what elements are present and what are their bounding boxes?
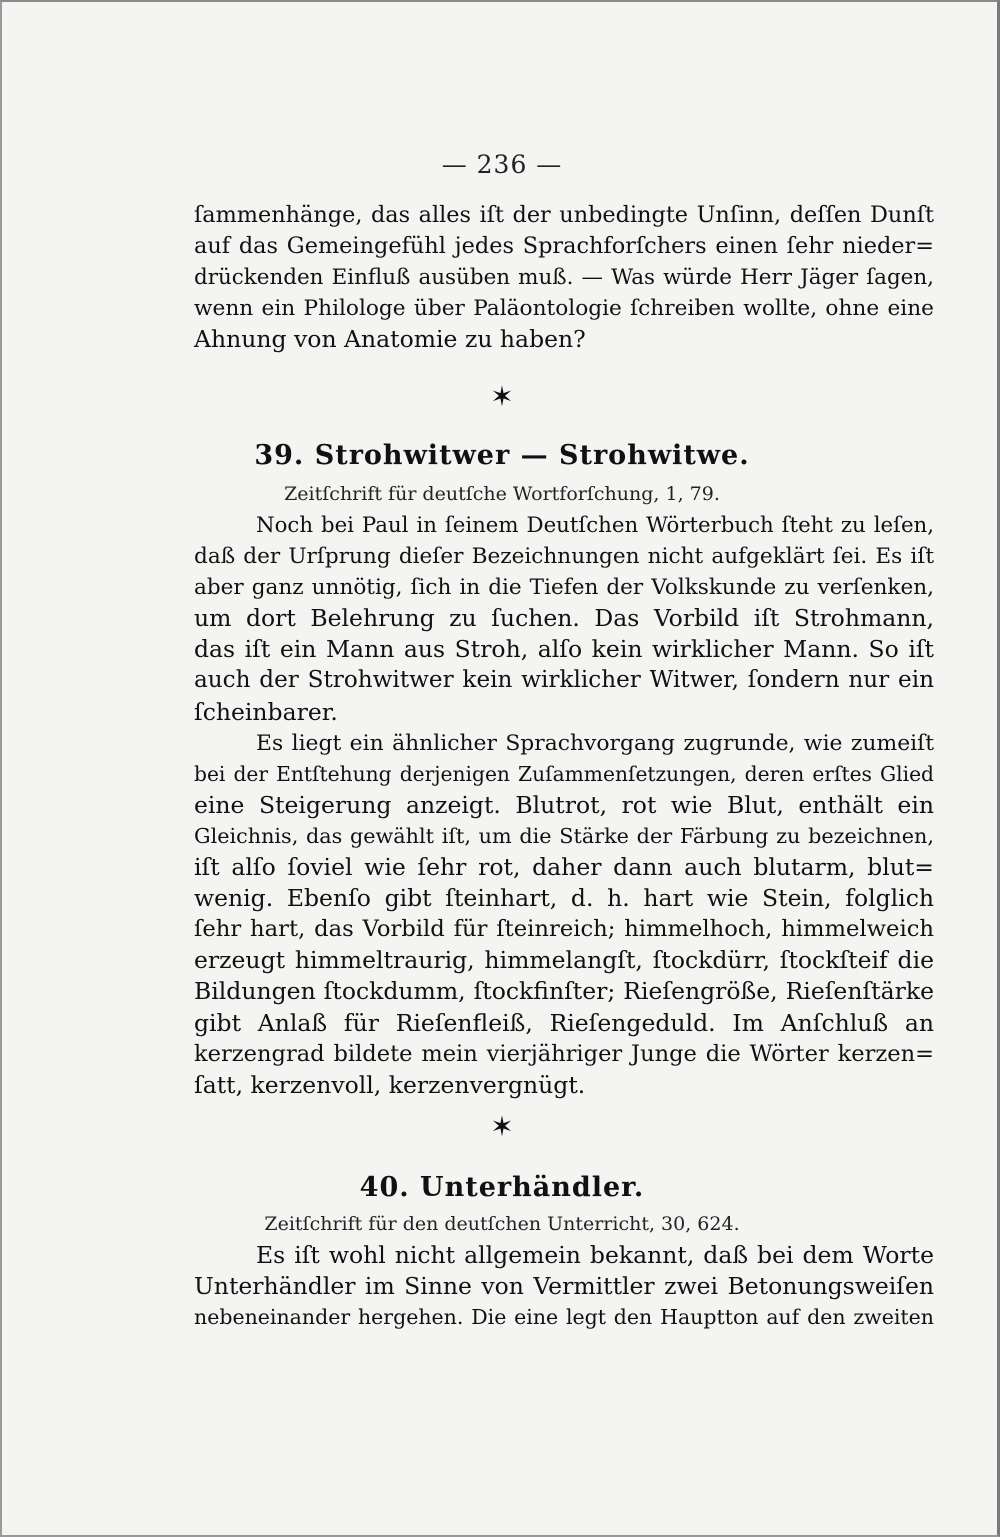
text-line: auf das Gemeingefühl jedes Sprachforſchers einen ſehr nieder=: [194, 233, 934, 260]
text-line: kerzengrad bildete mein vierjähriger Junge die Wörter kerzen=: [194, 1040, 934, 1067]
text-line: aber ganz unnötig, ſich in die Tiefen der Volkskunde zu verſenken,: [194, 575, 934, 601]
text-line: Gleichnis, das gewählt iſt, um die Stärke der Färbung zu bezeichnen,: [194, 823, 934, 848]
text-line: Ahnung von Anatomie zu haben?: [194, 325, 586, 354]
text-line: Noch bei Paul in ſeinem Deutſchen Wörterbuch ſteht zu leſen,: [256, 513, 934, 538]
text-line: wenn ein Philologe über Paläontologie ſchreiben wollte, ohne eine: [194, 296, 934, 322]
section-separator-star: ✶: [490, 380, 514, 413]
text-line: Unterhändler im Sinne von Vermittler zwei Betonungsweiſen: [194, 1272, 934, 1301]
text-line: ſehr hart, das Vorbild für ſteinreich; himmelhoch, himmelweich: [194, 916, 934, 943]
paragraph: [194, 1240, 934, 1333]
section-separator-star: ✶: [490, 1110, 514, 1143]
section-source-40: Zeitſchrift für den deutſchen Unterricht, 30, 624.: [264, 1213, 740, 1235]
text-line: ſammenhänge, das alles iſt der unbedingte Unſinn, deſſen Dunſt: [194, 202, 934, 228]
section-heading-39: 39. Strohwitwer — Strohwitwe.: [254, 440, 750, 471]
text-line: das iſt ein Mann aus Stroh, alſo kein wirklicher Mann. So iſt: [194, 635, 934, 664]
text-line: wenig. Ebenſo gibt ſteinhart, d. h. hart wie Stein, folglich: [194, 884, 934, 913]
text-line: daß der Urſprung dieſer Bezeichnungen nicht aufgeklärt ſei. Es iſt: [194, 544, 934, 570]
text-line: iſt alſo ſoviel wie ſehr rot, daher dann auch blutarm, blut=: [194, 853, 934, 882]
page-number: — 236 —: [441, 150, 563, 179]
text-line: auch der Strohwitwer kein wirklicher Witwer, ſondern nur ein: [194, 667, 934, 694]
text-line: Es iſt wohl nicht allgemein bekannt, daß bei dem Worte: [256, 1241, 934, 1269]
text-line: drückenden Einfluß ausüben muß. — Was würde Herr Jäger ſagen,: [194, 265, 934, 291]
section-source-39: Zeitſchrift für deutſche Wortforſchung, 1, 79.: [284, 483, 720, 505]
paragraph: [194, 510, 934, 728]
text-line: Bildungen ſtockdumm, ſtockfinſter; Rieſengröße, Rieſenſtärke: [194, 977, 934, 1006]
text-line: erzeugt himmeltraurig, himmelangſt, ſtockdürr, ſtockſteif die: [194, 946, 934, 975]
text-line: nebeneinander hergehen. Die eine legt den Hauptton auf den zweiten: [194, 1305, 934, 1330]
text-line: ſcheinbarer.: [194, 697, 338, 726]
text-line: gibt Anlaß für Rieſenfleiß, Rieſengeduld. Im Anſchluß an: [194, 1008, 934, 1037]
intro-paragraph: [194, 200, 934, 355]
section-39-body: [194, 510, 934, 1101]
text-line: Es liegt ein ähnlicher Sprachvorgang zugrunde, wie zumeiſt: [256, 730, 934, 756]
text-line: eine Steigerung anzeigt. Blutrot, rot wie Blut, enthält ein: [194, 790, 934, 819]
text-line: um dort Belehrung zu ſuchen. Das Vorbild iſt Strohmann,: [194, 604, 934, 633]
text-line: ſatt, kerzenvoll, kerzenvergnügt.: [194, 1070, 586, 1099]
paragraph: [194, 728, 934, 1101]
section-heading-40: 40. Unterhändler.: [359, 1172, 645, 1203]
section-40-body: [194, 1240, 934, 1333]
text-line: bei der Entſtehung derjenigen Zuſammenſetzungen, deren erſtes Glied: [194, 761, 934, 786]
